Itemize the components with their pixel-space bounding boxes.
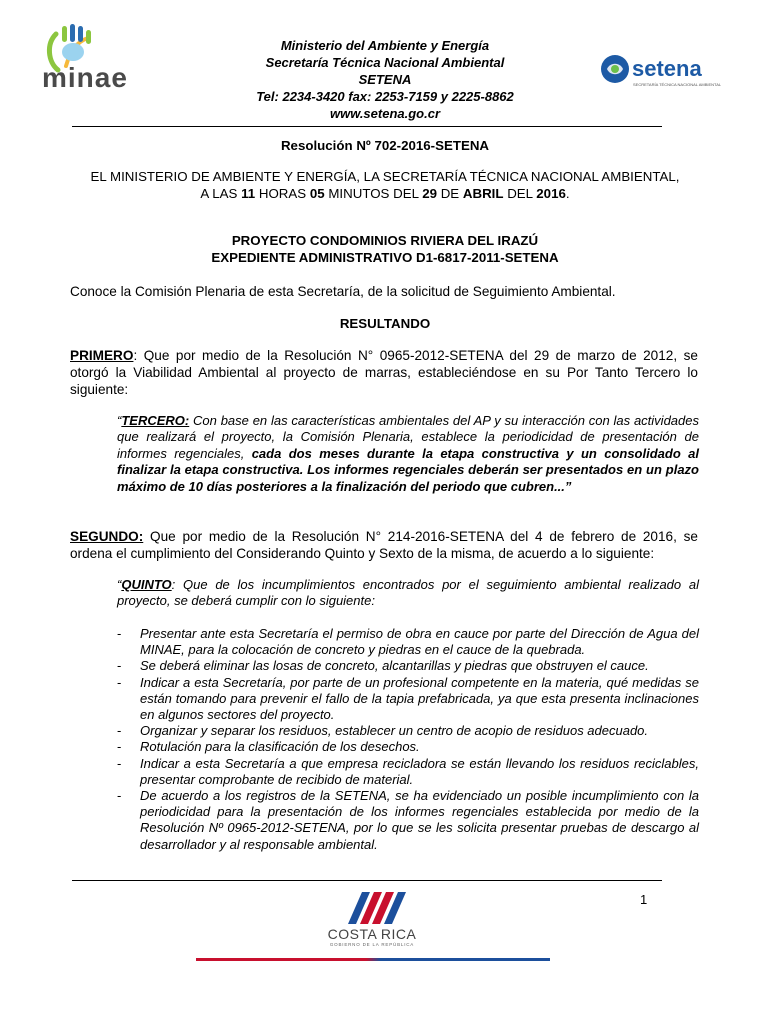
- website-link[interactable]: www.setena.go.cr: [329, 106, 441, 121]
- project-name: PROYECTO CONDOMINIOS RIVIERA DEL IRAZÚ: [231, 233, 539, 248]
- intro-text: Conoce la Comisión Plenaria de esta Secretaría, de la solicitud de Seguimiento Ambiental.: [70, 284, 616, 299]
- tercero-label: TERCERO:: [121, 413, 190, 428]
- preamble-line-2: A LAS 11 HORAS 05 MINUTOS DEL 29 DE ABRIL DEL 2016.: [200, 186, 570, 201]
- quinto-label: QUINTO: [121, 577, 172, 592]
- header-divider: [72, 126, 662, 127]
- country-name: COSTA RICA: [327, 926, 417, 942]
- segundo-paragraph: SEGUNDO: Que por medio de la Resolución N° 214-2016-SETENA del 4 de febrero de 2016, se ordena el cumplimiento del Considerando Quinto y Sexto de la misma, de acuerdo a lo siguiente:: [70, 529, 698, 561]
- ministry-name: Ministerio del Ambiente y Energía: [280, 38, 490, 53]
- page-number: 1: [640, 892, 648, 907]
- list-item: - Rotulación para la clasificación de los desechos.: [117, 739, 420, 755]
- costa-rica-logo: [326, 886, 426, 956]
- setena-acronym: SETENA: [358, 72, 412, 87]
- requirements-list: [117, 626, 699, 853]
- list-item: - Indicar a esta Secretaría, por parte de un profesional competente en la materia, qué medidas se están tomando para prevenir el fallo de la tapia prefabricada, ya que esta presenta inclinaciones en algunos sectores del proyecto.: [117, 674, 699, 723]
- government-name: GOBIERNO DE LA REPÚBLICA: [329, 942, 415, 947]
- section-title: RESULTANDO: [339, 316, 431, 331]
- preamble-line-1: EL MINISTERIO DE AMBIENTE Y ENERGÍA, LA SECRETARÍA TÉCNICA NACIONAL AMBIENTAL,: [90, 169, 680, 184]
- list-item: - Presentar ante esta Secretaría el permiso de obra en cauce por parte del Dirección de Agua del MINAE, para la colocación de concreto y piedras en el cauce de la quebrada.: [117, 626, 699, 658]
- list-item: - Se deberá eliminar las losas de concreto, alcantarillas y piedras que obstruyen el cauce.: [117, 658, 649, 674]
- minae-logo-text: minae: [42, 62, 128, 93]
- primero-label: PRIMERO: [70, 348, 134, 363]
- footer-color-stripe: [196, 958, 550, 961]
- resolution-number: Resolución Nº 702-2016-SETENA: [280, 138, 490, 153]
- secretariat-name: Secretaría Técnica Nacional Ambiental: [265, 55, 505, 70]
- project-file: EXPEDIENTE ADMINISTRATIVO D1-6817-2011-SETENA: [211, 250, 559, 265]
- flag-stripes-icon: [326, 886, 426, 926]
- setena-logo-text: setena: [632, 56, 702, 81]
- contact-phones: Tel: 2234-3420 fax: 2253-7159 y 2225-8862: [256, 89, 514, 104]
- primero-paragraph: PRIMERO: Que por medio de la Resolución N° 0965-2012-SETENA del 29 de marzo de 2012, se otorgó la Viabilidad Ambiental al proyecto de marras, estableciéndose en su Por Tanto Tercero lo siguiente:: [70, 348, 698, 397]
- segundo-label: SEGUNDO:: [70, 529, 144, 544]
- quinto-quote: “QUINTO: Que de los incumplimientos encontrados por el seguimiento ambiental realizado al proyecto, se deberá cumplir con lo siguiente:: [117, 577, 699, 609]
- footer-divider: [72, 880, 662, 881]
- setena-logo-subtext: SECRETARÍA TÉCNICA NACIONAL AMBIENTAL: [633, 82, 722, 87]
- list-item: - De acuerdo a los registros de la SETENA, se ha evidenciado un posible incumplimiento con la periodicidad para la presentación de los informes regenciales establecida por medio de la Resolución Nº 0965-2012-SETENA, por lo que se les solicita presentar pruebas de descargo al desarrollador y al responsable ambiental.: [117, 788, 699, 852]
- tercero-quote: “TERCERO: Con base en las características ambientales del AP y su interacción con las actividades que realizará el proyecto, la Comisión Plenaria, establece la periodicidad de presentación de informes regenciales, cada dos meses durante la etapa constructiva y un consolidado al finalizar la etapa constructiva. Los informes regenciales deberán ser presentados en un plazo máximo de 10 días posteriores a la finalización del periodo que cubren...”: [117, 413, 699, 494]
- list-item: - Organizar y separar los residuos, establecer un centro de acopio de residuos adecuado.: [117, 723, 649, 739]
- list-item: - Indicar a esta Secretaría a que empresa recicladora se están llevando los residuos reciclables, presentar comprobante de recibido de material.: [117, 755, 699, 787]
